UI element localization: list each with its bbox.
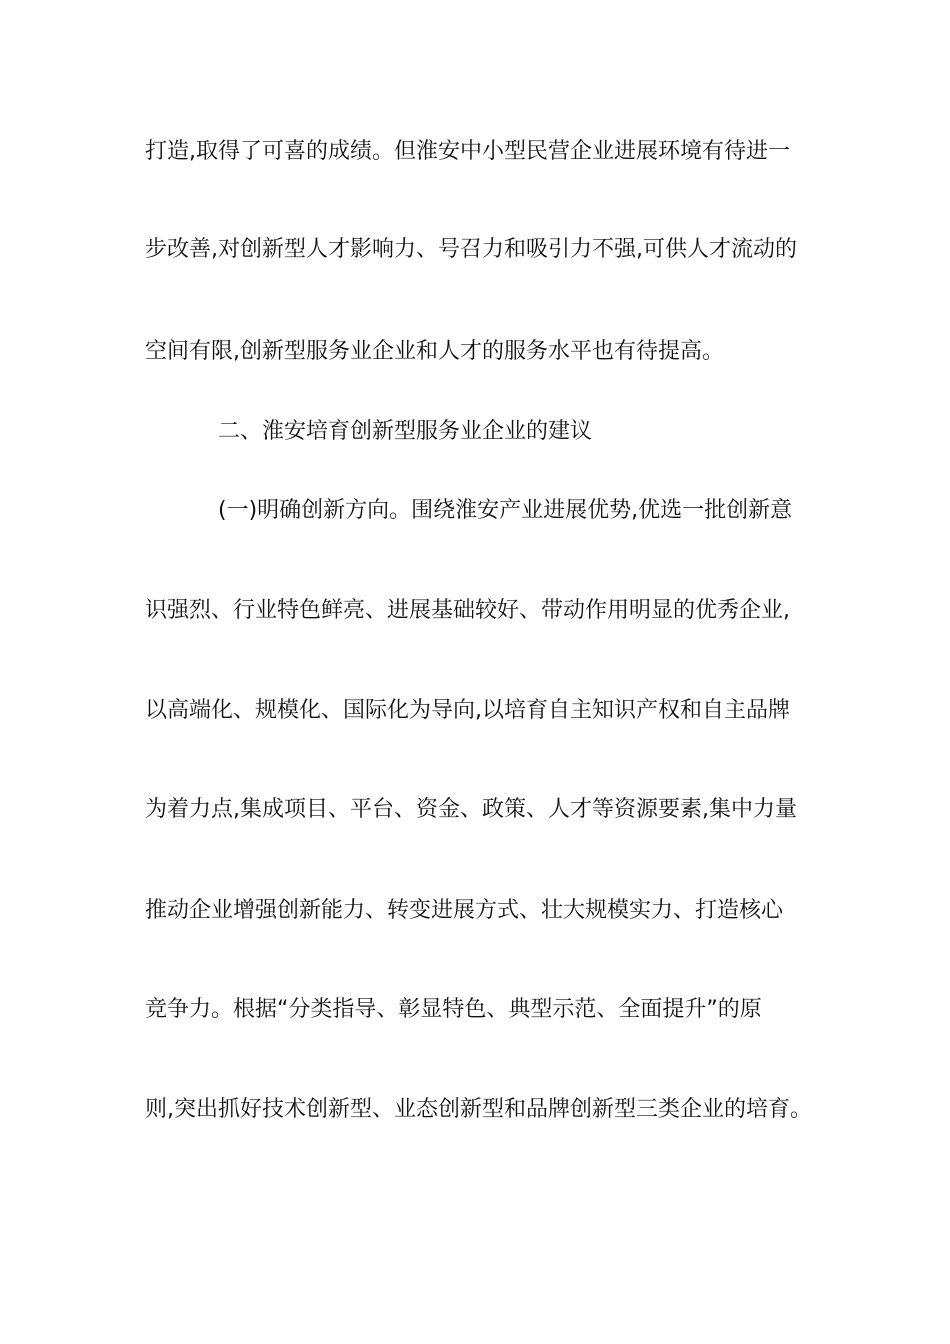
paragraph-line: 打造,取得了可喜的成绩。但淮安中小型民营企业进展环境有待进一 bbox=[145, 139, 790, 164]
paragraph-line: 步改善,对创新型人才影响力、号召力和吸引力不强,可供人才流动的 bbox=[145, 237, 797, 262]
paragraph-line: (一)明确创新方向。围绕淮安产业进展优势,优选一批创新意 bbox=[218, 498, 793, 523]
paragraph-line: 空间有限,创新型服务业企业和人才的服务水平也有待提高。 bbox=[145, 339, 724, 364]
section-heading: 二、淮安培育创新型服务业企业的建议 bbox=[218, 419, 593, 444]
paragraph-line: 以高端化、规模化、国际化为导向,以培育自主知识产权和自主品牌 bbox=[145, 698, 790, 723]
paragraph-line: 竞争力。根据“分类指导、彰显特色、典型示范、全面提升”的原 bbox=[145, 997, 762, 1022]
paragraph-line: 则,突出抓好技术创新型、业态创新型和品牌创新型三类企业的培育。 bbox=[145, 1097, 812, 1122]
paragraph-line: 推动企业增强创新能力、转变进展方式、壮大规模实力、打造核心 bbox=[145, 898, 784, 923]
paragraph-line: 识强烈、行业特色鲜亮、进展基础较好、带动作用明显的优秀企业, bbox=[145, 598, 790, 623]
paragraph-line: 为着力点,集成项目、平台、资金、政策、人才等资源要素,集中力量 bbox=[145, 797, 797, 822]
